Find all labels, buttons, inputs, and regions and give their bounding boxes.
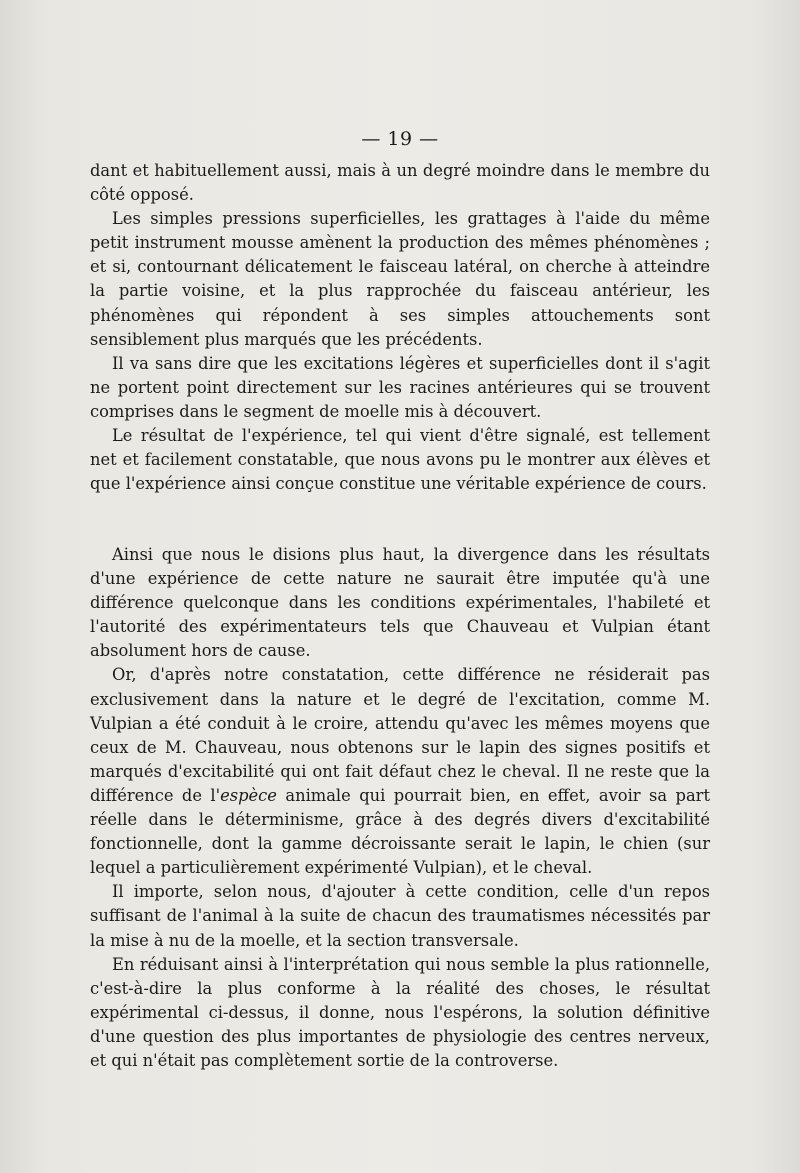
paragraph-b2: Or, d'après notre constatation, cette différence ne résiderait pas exclusivement dans la nature et le degré de l'excitation, comme M. Vulpian a été conduit à le croire, attendu qu'avec les mêmes moyens que ceux de M. Chauveau, nous obtenons sur le lapin des signes positifs et marqués d'excitabilité qui ont fait défaut chez le cheval. Il ne reste que la différence de l'espèce animale qui pourrait bien, en effet, avoir sa part réelle dans le déterminisme, grâce à des degrés divers d'excitabilité fonctionnelle, dont la gamme décroissante serait le lapin, le chien (sur lequel a particulièrement expérimenté Vulpian), et le cheval. bbox=[90, 665, 710, 878]
paragraph-b1: Ainsi que nous le disions plus haut, la divergence dans les résultats d'une expérience de cette nature ne saurait être imputée qu'à une différence quelconque dans les conditions expérimentales, l'habileté et l'autorité des expérimentateurs tels que Chauveau et Vulpian étant absolument hors de cause. bbox=[90, 545, 710, 661]
paragraph-a4: Le résultat de l'expérience, tel qui vient d'être signalé, est tellement net et facilement constatable, que nous avons pu le montrer aux élèves et que l'expérience ainsi conçue constitue une véritable expérience de cours. bbox=[90, 426, 710, 494]
text-section-b bbox=[90, 543, 710, 1073]
paragraph-a3: Il va sans dire que les excitations légères et superficielles dont il s'agit ne portent point directement sur les racines antérieures qui se trouvent comprises dans le segment de moelle mis à découvert. bbox=[90, 353, 710, 421]
paragraph-b3: Il importe, selon nous, d'ajouter à cette condition, celle d'un repos suffisant de l'animal à la suite de chacun des traumatismes nécessités par la mise à nu de la moelle, et la section transversale. bbox=[90, 882, 710, 950]
paragraph-b4: En réduisant ainsi à l'interprétation qui nous semble la plus rationnelle, c'est-à-dire la plus conforme à la réalité des choses, le résultat expérimental ci-dessus, il donne, nous l'espérons, la solution définitive d'une question des plus importantes de physiologie des centres nerveux, et qui n'était pas complètement sortie de la controverse. bbox=[90, 954, 710, 1070]
paragraph-a1: dant et habituellement aussi, mais à un degré moindre dans le membre du côté opposé. bbox=[90, 161, 710, 205]
page-number: — 19 — bbox=[361, 128, 439, 150]
text-section-a bbox=[90, 159, 710, 496]
paragraph-a2: Les simples pressions superficielles, les grattages à l'aide du même petit instrument mousse amènent la production des mêmes phénomènes ; et si, contournant délicatement le faisceau latéral, on cherche à atteindre la partie voisine, et la plus rapprochée du faisceau antérieur, les phénomènes qui répondent à ses simples attouchements sont sensiblement plus marqués que les précédents. bbox=[90, 209, 710, 349]
